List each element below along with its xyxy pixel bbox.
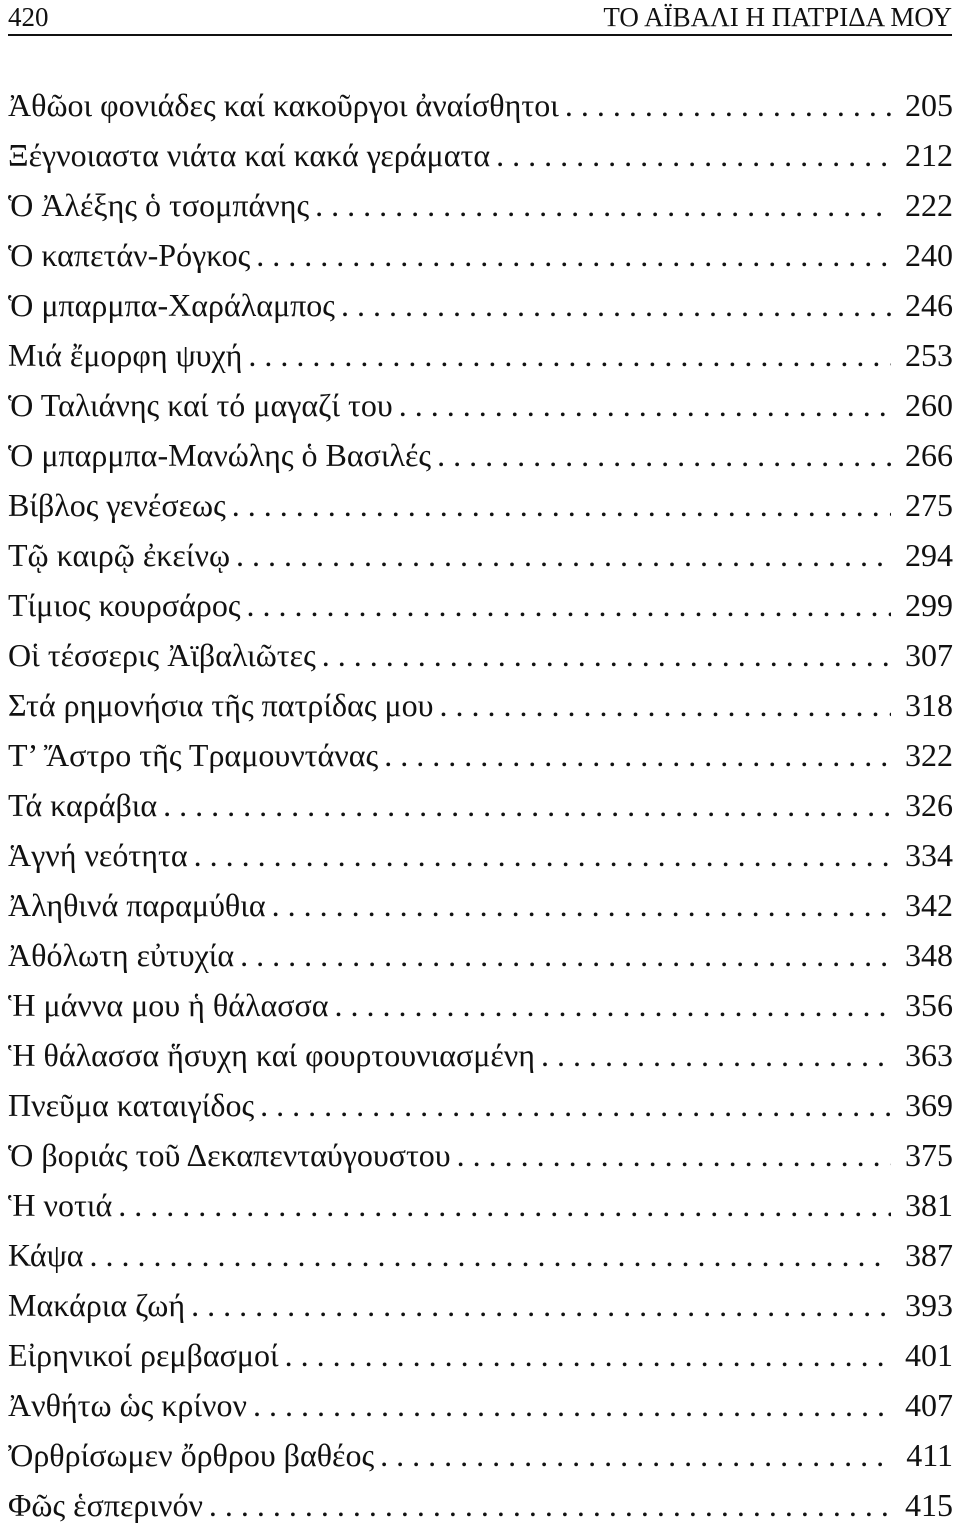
toc-entry [8,280,953,330]
toc-entry-title: Ὀρθρίσωμεν ὄρθρου βαθέος [8,1430,380,1480]
toc-entry-page: 369 [891,1080,953,1130]
toc-entry-title: Ἡ νοτιά [8,1180,118,1230]
toc-entry-title: Ὁ μπαρμπα-Χαράλαμπος [8,280,341,330]
toc-entry [8,830,953,880]
toc-entry-page: 205 [891,80,953,130]
toc-entry-title: Εἰρηνικοί ρεμβασμοί [8,1330,285,1380]
toc-entry-title: Ἀθόλωτη εὐτυχία [8,930,240,980]
toc-entry-page: 407 [891,1380,953,1430]
toc-entry-title: Ὁ Ταλιάνης καί τό μαγαζί του [8,380,399,430]
toc-entry-title: Τά καράβια [8,780,163,830]
dot-leader [541,1030,891,1080]
toc-entry-page: 307 [891,630,953,680]
dot-leader [380,1430,892,1480]
toc-entry [8,580,953,630]
toc-entry [8,180,953,230]
toc-entry-page: 253 [891,330,953,380]
toc-entry-title: Ἡ μάννα μου ἡ θάλασσα [8,980,335,1030]
toc-entry-page: 222 [891,180,953,230]
toc-entry [8,880,953,930]
dot-leader [272,880,891,930]
toc-entry-title: Ὁ βοριάς τοῦ Δεκαπενταύγουστου [8,1130,457,1180]
toc-entry-page: 387 [891,1230,953,1280]
toc-entry-page: 375 [891,1130,953,1180]
toc-entry-page: 299 [891,580,953,630]
dot-leader [246,580,891,630]
toc-entry-title: Ὁ Ἀλέξης ὁ τσομπάνης [8,180,315,230]
toc-entry-title: Ἀληθινά παραμύθια [8,880,272,930]
dot-leader [163,780,891,830]
toc-entry-title: Ἀθῶοι φονιάδες καί κακοῦργοι ἀναίσθητοι [8,80,565,130]
toc-entry-page: 393 [891,1280,953,1330]
toc-entry-title: Τ’ Ἄστρο τῆς Τραμουντάνας [8,730,384,780]
toc-entry-title: Φῶς ἑσπερινόν [8,1480,209,1530]
toc-entry-page: 381 [891,1180,953,1230]
toc-entry [8,1380,953,1430]
toc-entry-title: Ὁ μπαρμπα-Μανώλης ὁ Βασιλές [8,430,437,480]
toc-entry-page: 212 [891,130,953,180]
toc-entry-page: 401 [891,1330,953,1380]
toc-entry-title: Βίβλος γενέσεως [8,480,232,530]
toc-entry [8,980,953,1030]
toc-entry-title: Ἡ θάλασσα ἥσυχη καί φουρτουνιασμένη [8,1030,541,1080]
toc-entry-title: Μακάρια ζωή [8,1280,191,1330]
dot-leader [248,330,891,380]
toc-entry [8,1280,953,1330]
dot-leader [341,280,891,330]
toc-entry [8,1230,953,1280]
toc-entry [8,380,953,430]
toc-entry-page: 326 [891,780,953,830]
dot-leader [335,980,892,1030]
dot-leader [118,1180,891,1230]
toc-entry [8,1480,953,1530]
toc-entry-page: 356 [891,980,953,1030]
dot-leader [565,80,891,130]
toc-entry-page: 363 [891,1030,953,1080]
toc-entry-page: 334 [891,830,953,880]
toc-entry-title: Ἀνθήτω ὡς κρίνον [8,1380,253,1430]
toc-entry [8,1330,953,1380]
toc-entry-title: Πνεῦμα καταιγίδος [8,1080,260,1130]
toc-entry-page: 318 [891,680,953,730]
dot-leader [322,630,891,680]
toc-entry-page: 266 [891,430,953,480]
page-number: 420 [8,2,49,32]
toc-entry-page: 415 [891,1480,953,1530]
toc-entry-page: 342 [891,880,953,930]
toc-entry-title: Ξέγνοιαστα νιάτα καί κακά γεράματα [8,130,496,180]
toc-entry-title: Μιά ἔμορφη ψυχή [8,330,248,380]
toc-entry [8,680,953,730]
toc-entry-title: Ὁ καπετάν-Ρόγκος [8,230,256,280]
toc-entry [8,1130,953,1180]
toc-entry-title: Ἁγνή νεότητα [8,830,194,880]
toc-entry [8,530,953,580]
toc-entry [8,1180,953,1230]
running-head [8,0,952,36]
toc-entry-title: Στά ρημονήσια τῆς πατρίδας μου [8,680,440,730]
toc-entry [8,430,953,480]
toc-entry-title: Κάψα [8,1230,89,1280]
toc-entry [8,1080,953,1130]
toc-entry [8,480,953,530]
toc-entry-title: Οἱ τέσσερις Ἀϊβαλιῶτες [8,630,322,680]
dot-leader [260,1080,891,1130]
toc-entry [8,130,953,180]
toc-entry [8,230,953,280]
dot-leader [256,230,891,280]
toc-entry-page: 322 [891,730,953,780]
dot-leader [236,530,891,580]
toc-entry-page: 240 [891,230,953,280]
toc-entry-title: Τίμιος κουρσάρος [8,580,246,630]
toc-entry-title: Τῷ καιρῷ ἐκείνῳ [8,530,236,580]
dot-leader [496,130,891,180]
dot-leader [384,730,891,780]
toc-entry-page: 348 [891,930,953,980]
toc-entry-page: 275 [891,480,953,530]
toc-entry [8,730,953,780]
toc-entry [8,930,953,980]
toc-entry [8,330,953,380]
dot-leader [399,380,891,430]
dot-leader [232,480,891,530]
toc-entry [8,630,953,680]
dot-leader [315,180,891,230]
book-title: ΤΟ ΑΪΒΑΛΙ Η ΠΑΤΡΙΔΑ ΜΟΥ [603,2,952,32]
table-of-contents [8,80,953,1530]
dot-leader [191,1280,891,1330]
toc-entry-page: 411 [892,1430,953,1480]
dot-leader [457,1130,891,1180]
dot-leader [253,1380,891,1430]
toc-entry-page: 260 [891,380,953,430]
toc-entry [8,1430,953,1480]
toc-entry-page: 246 [891,280,953,330]
toc-entry [8,80,953,130]
toc-entry-page: 294 [891,530,953,580]
dot-leader [89,1230,891,1280]
dot-leader [240,930,891,980]
dot-leader [437,430,891,480]
toc-entry [8,780,953,830]
dot-leader [440,680,892,730]
toc-entry [8,1030,953,1080]
dot-leader [194,830,891,880]
dot-leader [285,1330,891,1380]
dot-leader [209,1480,891,1530]
